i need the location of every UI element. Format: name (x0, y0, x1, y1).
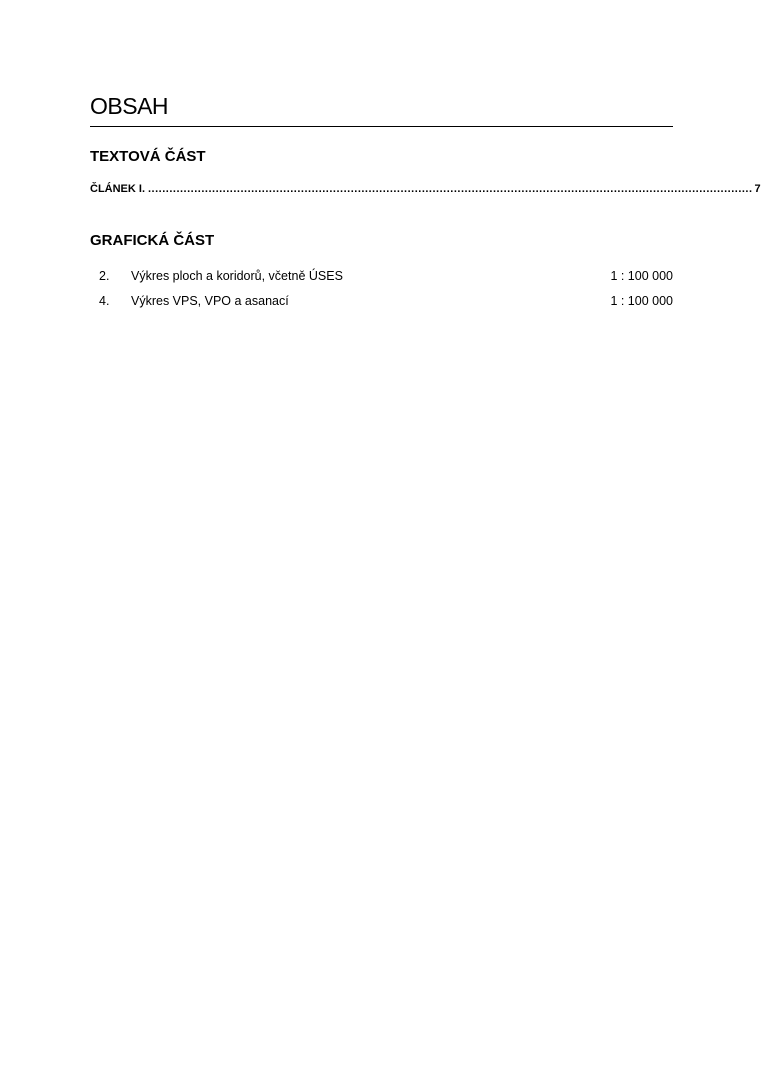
title-underline (90, 126, 673, 127)
page-content (90, 90, 761, 314)
drawing-row (90, 289, 673, 314)
drawing-name: Výkres VPS, VPO a asanací (131, 294, 289, 308)
toc-page-number: 7 (754, 183, 761, 195)
toc-entry-label: ČLÁNEK I. (90, 183, 145, 195)
graphic-part-heading: GRAFICKÁ ČÁST (90, 232, 215, 249)
text-part-heading: TEXTOVÁ ČÁST (90, 148, 206, 165)
drawing-number: 4. (99, 294, 110, 308)
drawing-scale: 1 : 100 000 (610, 294, 673, 308)
toc-leader-dots: .......................................................................................................................................................................... (148, 183, 753, 195)
drawing-list (90, 264, 673, 314)
page-title: OBSAH (90, 93, 169, 119)
drawing-number: 2. (99, 269, 110, 283)
drawing-scale: 1 : 100 000 (610, 269, 673, 283)
drawing-name: Výkres ploch a koridorů, včetně ÚSES (131, 269, 343, 283)
drawing-row (90, 264, 673, 289)
toc-entry-clanek-1[interactable] (90, 181, 761, 197)
